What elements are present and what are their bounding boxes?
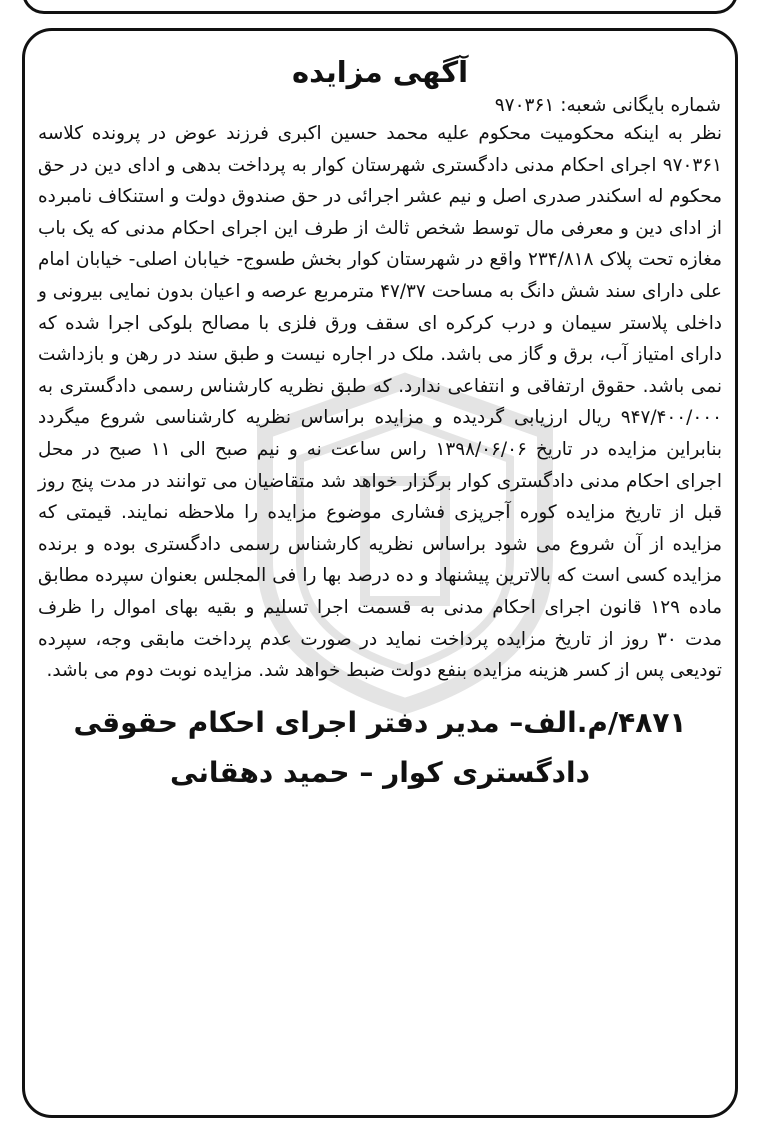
signature-line-2: دادگستری کوار – حمید دهقانی	[169, 755, 590, 789]
notice-body: نظر به اینکه محکومیت محکوم علیه محمد حسین اکبری فرزند عوض در پرونده کلاسه ۹۷۰۳۶۱ اجرای احکام مدنی دادگستری شهرستان کوار به پرداخت بدهی و ادای دین در حق محکوم له اسکندر صدری اصل و نیم عشر اجرائی در حق صندوق دولت و استنکاف نامبرده از ادای دین و معرفی مال توسط شخص ثالث از طرف این اجرای احکام مدنی که یک باب مغازه تحت پلاک ۲۳۴/۸۱۸ واقع در شهرستان کوار بخش طسوج- خیابان اصلی- خیابان امام علی دارای سند شش دانگ به مساحت ۴۷/۳۷ مترمربع عرصه و اعیان بدون نمایی بیرونی و داخلی پلاستر سیمان و درب کرکره ای سقف ورق فلزی با مصالح بلوکی اجرا شده که دارای امتیاز آب، برق و گاز می باشد. ملک در اجاره نیست و طبق سند در رهن و بازداشت نمی باشد. حقوق ارتفاقی و انتفاعی ندارد. که طبق نظریه کارشناس رسمی دادگستری به ۹۴۷/۴۰۰/۰۰۰ ریال ارزیابی گردیده و مزایده براساس نظریه کارشناسی شروع میگردد بنابراین مزایده در تاریخ ۱۳۹۸/۰۶/۰۶ راس ساعت نه و نیم صبح الی ۱۱ صبح در محل اجرای احکام مدنی دادگستری کوار برگزار خواهد شد متقاضیان می توانند در مدت پنج روز قبل از تاریخ مزایده کوره آجرپزی فشاری موضوع مزایده را ملاحظه نمایند. قیمتی که مزایده از آن شروع می شود براساس نظریه کارشناس رسمی دادگستری بوده و برنده مزایده کسی است که بالاترین پیشنهاد و ده درصد بها را فی المجلس بعنوان سپرده مطابق ماده ۱۲۹ قانون اجرای احکام مدنی به قسمت اجرا تسلیم و بقیه بهای اموال را ظرف مدت ۳۰ روز از تاریخ مزایده پرداخت نماید در صورت عدم پرداخت مابقی وجه، سپرده تودیعی پس از کسر هزینه مزایده بنفع دولت ضبط خواهد شد. مزایده نوبت دوم می باشد.	[38, 123, 723, 682]
archive-number: شماره بایگانی شعبه: ۹۷۰۳۶۱	[494, 95, 721, 116]
signature-line-1: ۴۸۷۱/م.الف– مدیر دفتر اجرای احکام حقوقی	[73, 705, 687, 739]
auction-notice	[22, 28, 738, 1118]
previous-notice-frame	[22, 0, 738, 14]
notice-title: آگهی مزایده	[291, 55, 469, 89]
